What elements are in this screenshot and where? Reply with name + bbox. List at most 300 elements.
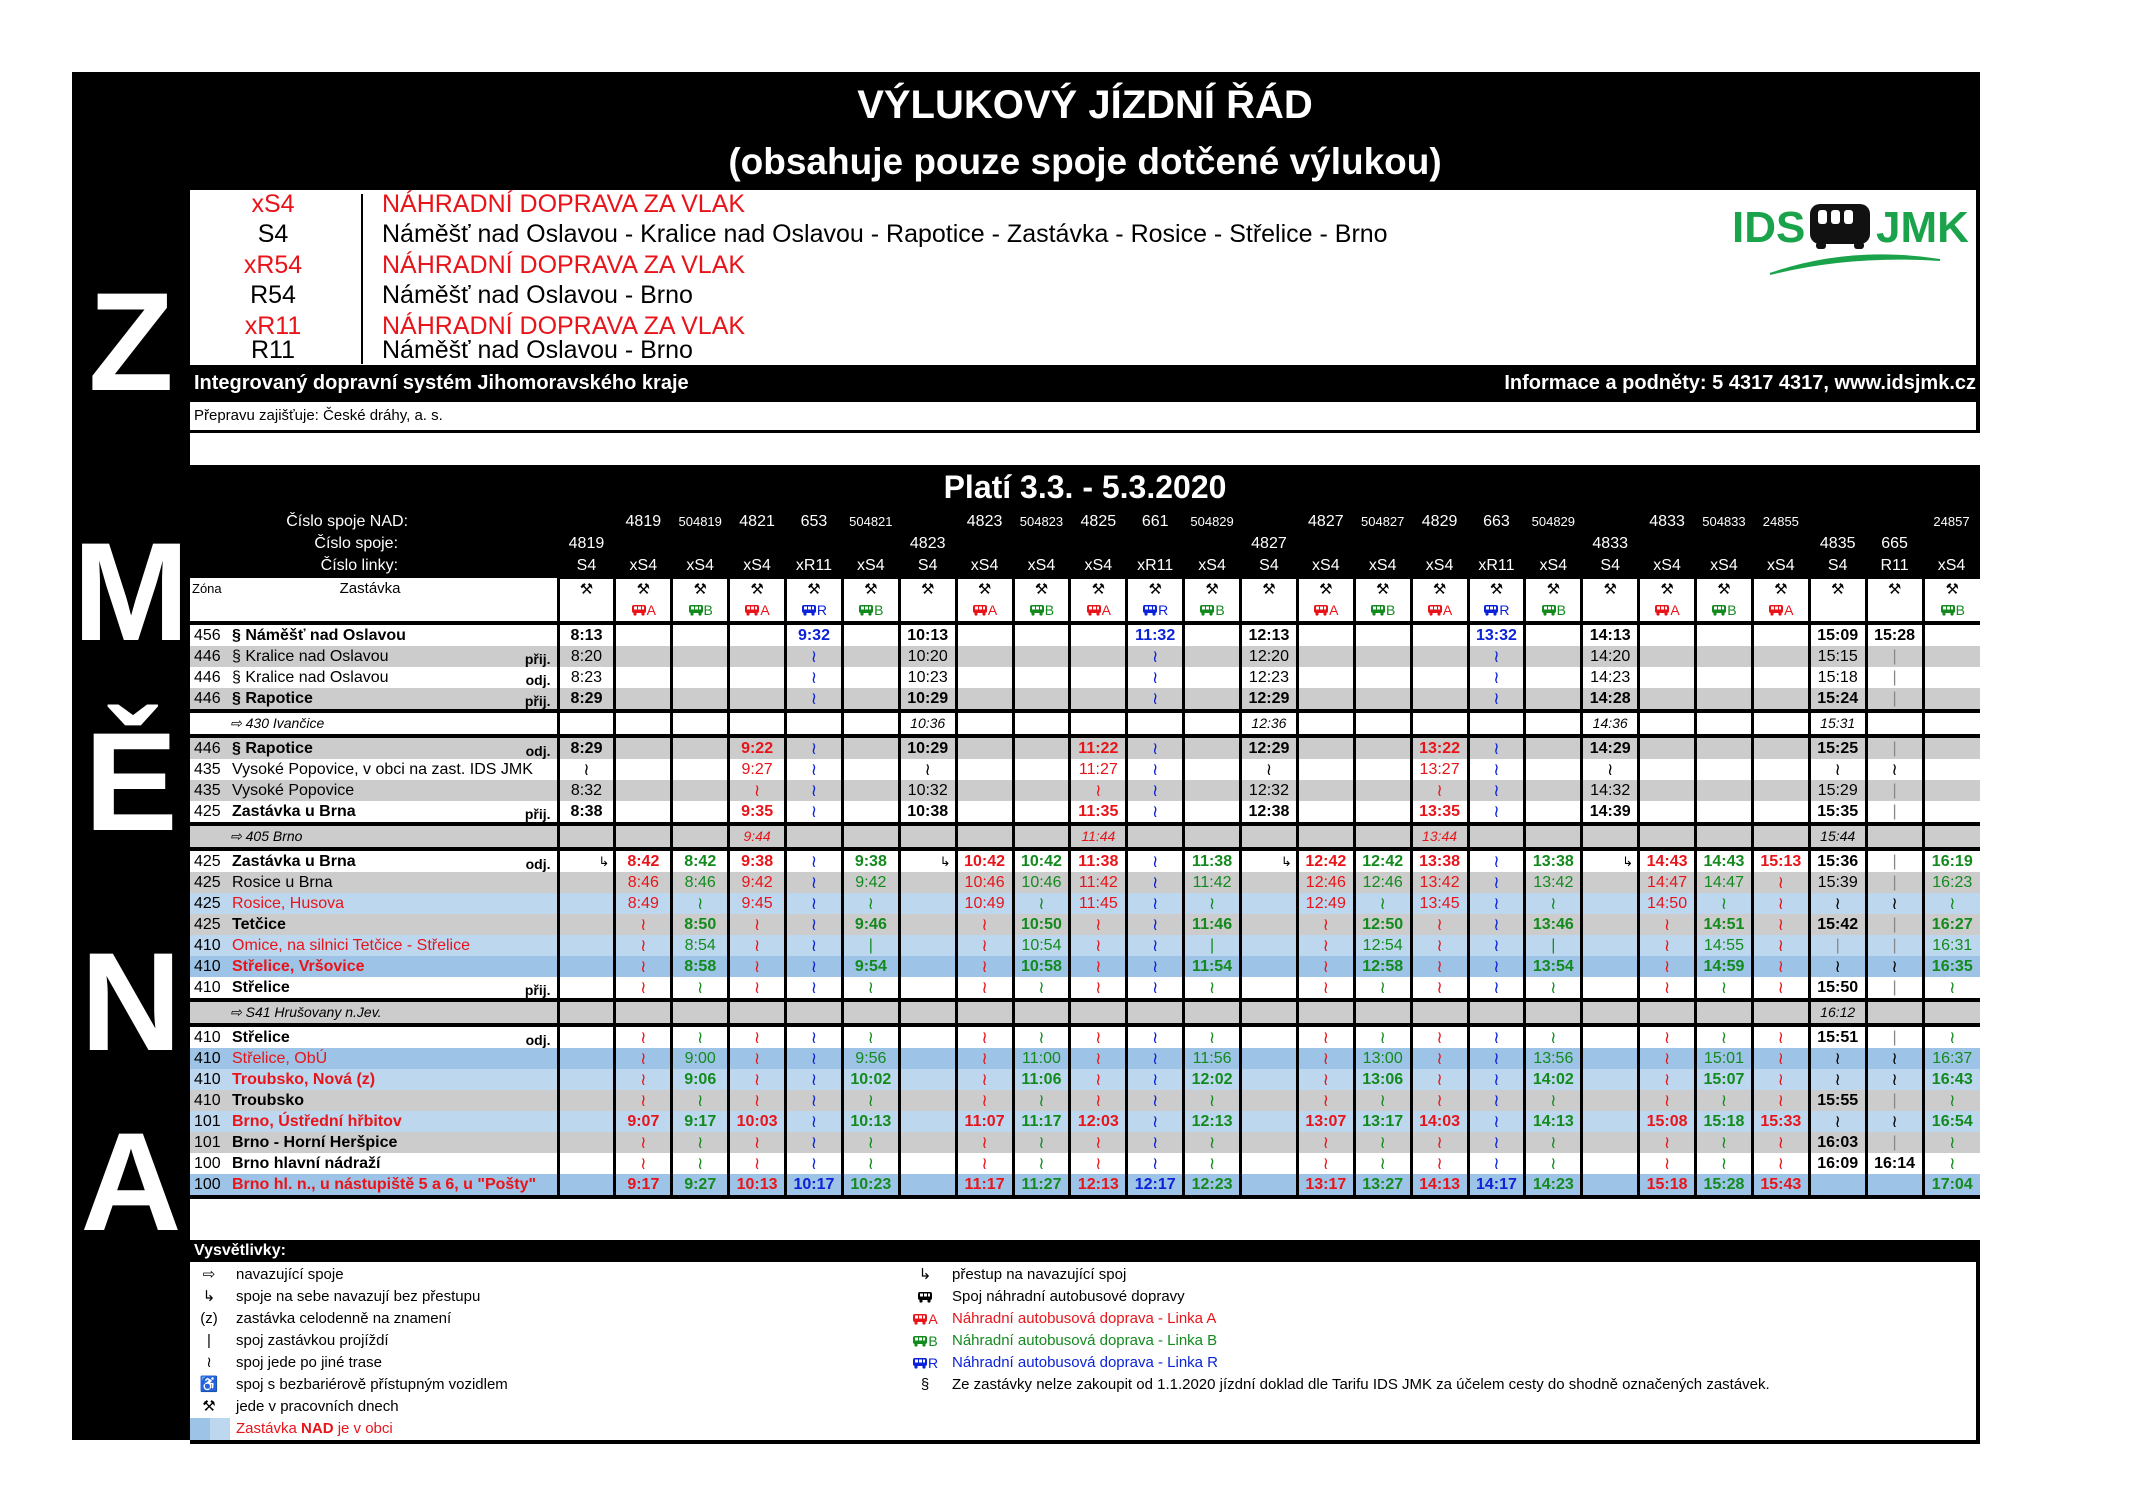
other-route-icon: ≀	[842, 893, 899, 914]
line-code: S4	[257, 220, 289, 248]
banner-letter: A	[80, 1103, 182, 1260]
line-number: xS4	[672, 554, 729, 578]
empty-cell	[1241, 935, 1298, 956]
empty-cell	[956, 736, 1013, 759]
other-route-icon: ≀	[1013, 893, 1070, 914]
empty-cell	[1582, 1111, 1639, 1132]
pass-through-icon: |	[1866, 646, 1923, 667]
timetable-sheet	[190, 72, 1980, 1440]
bus-b-icon: B	[1029, 600, 1054, 621]
train-number	[729, 532, 786, 554]
bus-a-icon: A	[1086, 600, 1111, 621]
empty-cell	[842, 824, 899, 849]
time-cell: 15:28	[1866, 623, 1923, 646]
empty-cell	[1013, 623, 1070, 646]
empty-cell	[1582, 1000, 1639, 1025]
empty-cell	[1639, 1000, 1696, 1025]
other-route-icon: ≀	[1525, 893, 1582, 914]
other-route-icon: ≀	[1468, 646, 1525, 667]
bus-cell	[1184, 600, 1241, 623]
legend-text: zastávka celodenně na znamení	[236, 1310, 452, 1327]
other-route-icon: ≀	[615, 914, 672, 935]
bus-a-icon: A	[744, 600, 769, 621]
legend-text: jede v pracovních dnech	[236, 1398, 399, 1415]
other-route-icon: ≀	[1070, 1153, 1127, 1174]
workday-icon: ⚒	[842, 578, 899, 601]
empty-cell	[1639, 780, 1696, 801]
time-cell: 12:13	[1070, 1174, 1127, 1197]
empty-cell	[1297, 801, 1354, 824]
pass-through-icon: |	[1866, 780, 1923, 801]
legend-text: navazující spoje	[236, 1266, 344, 1283]
workday-icon: ⚒	[1354, 578, 1411, 601]
line-number: S4	[558, 554, 615, 578]
empty-cell	[1070, 646, 1127, 667]
time-cell: 8:20	[558, 646, 615, 667]
empty-cell	[558, 956, 615, 977]
time-cell: 10:03	[729, 1111, 786, 1132]
connection-text: ⇨ S41 Hrušovany n.Jev.	[230, 1004, 382, 1020]
other-route-icon: ≀	[1468, 849, 1525, 872]
legend-symbol: ⇨	[202, 1266, 216, 1283]
pass-through-icon: |	[1184, 935, 1241, 956]
workday-icon: ⚒	[1639, 578, 1696, 601]
empty-cell	[615, 780, 672, 801]
other-route-icon: ≀	[1297, 1132, 1354, 1153]
logo-text-left: IDS	[1732, 203, 1806, 252]
stop-row	[190, 849, 1980, 872]
other-route-icon: ≀	[672, 977, 729, 1000]
bus-b-icon: B	[688, 600, 713, 621]
other-route-icon: ≀	[786, 801, 843, 824]
empty-cell	[1525, 623, 1582, 646]
other-route-icon: ≀	[786, 780, 843, 801]
other-route-icon: ≀	[1127, 1025, 1184, 1048]
workday-icon: ⚒	[956, 578, 1013, 601]
nad-number: 504821	[842, 510, 899, 532]
time-cell: 13:00	[1354, 1048, 1411, 1069]
zone-number: 446	[194, 740, 221, 757]
other-route-icon: ≀	[1525, 1153, 1582, 1174]
time-cell: 10:38	[899, 801, 956, 824]
line-row	[190, 251, 1690, 280]
empty-cell	[1582, 1069, 1639, 1090]
empty-cell	[899, 1025, 956, 1048]
other-route-icon: ≀	[1070, 1069, 1127, 1090]
empty-cell	[1582, 872, 1639, 893]
time-cell: 9:45	[729, 893, 786, 914]
other-route-icon: ≀	[1525, 1025, 1582, 1048]
train-number: 4835	[1809, 532, 1866, 554]
empty-cell	[1468, 824, 1525, 849]
carrier-text: Přepravu zajišťuje: České dráhy, a. s.	[194, 407, 443, 424]
empty-cell	[1923, 688, 1980, 711]
pass-through-icon: |	[1866, 1025, 1923, 1048]
nad-number: 24857	[1923, 510, 1980, 532]
other-route-icon: ≀	[1752, 914, 1809, 935]
time-cell: 14:47	[1696, 872, 1753, 893]
empty-cell	[1696, 824, 1753, 849]
other-route-icon: ≀	[786, 872, 843, 893]
line-number: S4	[1582, 554, 1639, 578]
time-cell: 14:43	[1639, 849, 1696, 872]
empty-cell	[899, 1000, 956, 1025]
other-route-icon: ≀	[672, 893, 729, 914]
empty-cell	[1752, 759, 1809, 780]
stop-label	[190, 872, 558, 893]
other-route-icon: ≀	[1866, 759, 1923, 780]
empty-cell	[1184, 801, 1241, 824]
other-route-icon: ≀	[1696, 1132, 1753, 1153]
train-number	[1013, 532, 1070, 554]
line-list	[190, 190, 1980, 365]
other-route-icon: ≀	[1752, 1025, 1809, 1048]
other-route-icon: ≀	[1070, 1048, 1127, 1069]
time-cell: 11:56	[1184, 1048, 1241, 1069]
empty-cell	[1752, 711, 1809, 736]
empty-cell	[1070, 623, 1127, 646]
empty-cell	[1468, 711, 1525, 736]
other-route-icon: ≀	[1468, 780, 1525, 801]
other-route-icon: ≀	[615, 1069, 672, 1090]
bus-cell	[1752, 600, 1809, 623]
other-route-icon: ≀	[1866, 1111, 1923, 1132]
other-route-icon: ≀	[956, 1025, 1013, 1048]
empty-cell	[1354, 667, 1411, 688]
time-cell: 12:49	[1297, 893, 1354, 914]
other-route-icon: ≀	[786, 759, 843, 780]
time-cell: 12:20	[1241, 646, 1298, 667]
time-cell: 8:46	[672, 872, 729, 893]
line-description: NÁHRADNÍ DOPRAVA ZA VLAK	[382, 251, 746, 279]
line-number: xS4	[1752, 554, 1809, 578]
empty-cell	[729, 667, 786, 688]
empty-cell	[842, 1000, 899, 1025]
stop-row	[190, 893, 1980, 914]
time-cell: 11:42	[1184, 872, 1241, 893]
time-cell: 9:35	[729, 801, 786, 824]
stop-name: Rosice u Brna	[232, 874, 333, 891]
train-number	[1070, 532, 1127, 554]
stop-label	[190, 977, 558, 1000]
other-route-icon: ≀	[1127, 1132, 1184, 1153]
other-route-icon: ≀	[1411, 1153, 1468, 1174]
time-cell: 14:51	[1696, 914, 1753, 935]
empty-cell	[558, 1025, 615, 1048]
empty-cell	[1184, 646, 1241, 667]
other-route-icon: ≀	[1241, 759, 1298, 780]
empty-cell	[899, 1132, 956, 1153]
header-label: Číslo linky:	[190, 554, 558, 578]
legend	[190, 1240, 1980, 1444]
stop-label	[190, 736, 558, 759]
other-route-icon: ≀	[786, 646, 843, 667]
empty-cell	[1752, 646, 1809, 667]
train-number: 4833	[1582, 532, 1639, 554]
empty-cell	[1582, 977, 1639, 1000]
bus-cell	[1070, 600, 1127, 623]
bus-cell	[1866, 600, 1923, 623]
other-route-icon: ≀	[1184, 1153, 1241, 1174]
time-cell: 9:27	[729, 759, 786, 780]
stop-name: Rosice, Husova	[232, 895, 345, 912]
time-cell: 13:44	[1411, 824, 1468, 849]
bus-cell	[1297, 600, 1354, 623]
empty-cell	[672, 646, 729, 667]
other-route-icon: ≀	[1411, 1069, 1468, 1090]
empty-cell	[1866, 1174, 1923, 1197]
other-route-icon: ≀	[1127, 1153, 1184, 1174]
empty-cell	[1241, 1048, 1298, 1069]
stop-row	[190, 801, 1980, 824]
empty-cell	[1525, 780, 1582, 801]
other-route-icon: ≀	[672, 1132, 729, 1153]
time-cell: 9:27	[672, 1174, 729, 1197]
time-cell: 11:54	[1184, 956, 1241, 977]
nad-number	[1809, 510, 1866, 532]
time-cell: 10:13	[899, 623, 956, 646]
time-cell: 15:33	[1752, 1111, 1809, 1132]
other-route-icon: ≀	[1127, 1111, 1184, 1132]
empty-cell	[1582, 935, 1639, 956]
time-cell: 13:46	[1525, 914, 1582, 935]
stop-label	[190, 1069, 558, 1090]
empty-cell	[672, 711, 729, 736]
other-route-icon: ≀	[956, 1069, 1013, 1090]
other-route-icon: ≀	[1127, 914, 1184, 935]
other-route-icon: ≀	[842, 977, 899, 1000]
other-route-icon: ≀	[1127, 935, 1184, 956]
other-route-icon: ≀	[672, 1090, 729, 1111]
empty-cell	[842, 801, 899, 824]
zone-number: 425	[194, 803, 221, 820]
other-route-icon: ≀	[1525, 1090, 1582, 1111]
other-route-icon: ≀	[615, 1132, 672, 1153]
time-cell: 12:23	[1184, 1174, 1241, 1197]
line-description: Náměšť nad Oslavou - Kralice nad Oslavou - Rapotice - Zastávka - Rosice - Střelice - Brno	[382, 220, 1388, 248]
other-route-icon: ≀	[1468, 1132, 1525, 1153]
other-route-icon: ≀	[729, 956, 786, 977]
time-cell: 15:15	[1809, 646, 1866, 667]
other-route-icon: ≀	[1752, 977, 1809, 1000]
nad-number: 4823	[956, 510, 1013, 532]
empty-cell	[899, 872, 956, 893]
stop-row	[190, 1048, 1980, 1069]
empty-cell	[899, 1090, 956, 1111]
empty-cell	[1639, 824, 1696, 849]
time-cell: 11:35	[1070, 801, 1127, 824]
other-route-icon: ≀	[729, 780, 786, 801]
line-number: xS4	[1411, 554, 1468, 578]
empty-cell	[1013, 711, 1070, 736]
time-cell: 11:07	[956, 1111, 1013, 1132]
other-route-icon: ≀	[899, 759, 956, 780]
stop-row	[190, 1132, 1980, 1153]
legend-symbol: ≀	[206, 1354, 212, 1371]
empty-cell	[1752, 824, 1809, 849]
other-route-icon: ≀	[1184, 1090, 1241, 1111]
empty-cell	[1297, 623, 1354, 646]
stop-label	[190, 623, 558, 646]
time-cell: 11:00	[1013, 1048, 1070, 1069]
other-route-icon: ≀	[1696, 893, 1753, 914]
empty-cell	[615, 667, 672, 688]
workday-icon: ⚒	[672, 578, 729, 601]
empty-cell	[1127, 1000, 1184, 1025]
workday-icon: ⚒	[1070, 578, 1127, 601]
other-route-icon: ≀	[1468, 893, 1525, 914]
other-route-icon: ≀	[1923, 1090, 1980, 1111]
zone-number: 456	[194, 627, 221, 644]
stop-name: Brno hl. n., u nástupiště 5 a 6, u "Pošty"	[232, 1176, 537, 1193]
other-route-icon: ≀	[1297, 1048, 1354, 1069]
empty-cell	[899, 824, 956, 849]
other-route-icon: ≀	[729, 1025, 786, 1048]
empty-cell	[1241, 1174, 1298, 1197]
time-cell: 16:09	[1809, 1153, 1866, 1174]
empty-cell	[1582, 1174, 1639, 1197]
stop-name: Brno, Ústřední hřbitov	[232, 1113, 402, 1130]
other-route-icon: ≀	[1297, 935, 1354, 956]
stop-row	[190, 914, 1980, 935]
time-cell: 12:02	[1184, 1069, 1241, 1090]
arr-dep-note: odj.	[525, 1032, 551, 1048]
bus-b-icon: B	[1541, 600, 1566, 621]
empty-cell	[1752, 688, 1809, 711]
time-cell: 9:42	[729, 872, 786, 893]
other-route-icon: ≀	[1070, 977, 1127, 1000]
time-cell: 9:32	[786, 623, 843, 646]
empty-cell	[1525, 759, 1582, 780]
other-route-icon: ≀	[1525, 977, 1582, 1000]
workday-icon: ⚒	[899, 578, 956, 601]
other-route-icon: ≀	[1639, 1048, 1696, 1069]
pass-through-icon: |	[1866, 801, 1923, 824]
logo-swoosh	[1770, 255, 1940, 274]
line-description: NÁHRADNÍ DOPRAVA ZA VLAK	[382, 190, 746, 218]
pass-through-icon: |	[1866, 1132, 1923, 1153]
empty-cell	[1297, 667, 1354, 688]
other-route-icon: ≀	[1752, 872, 1809, 893]
empty-cell	[615, 736, 672, 759]
train-number	[1127, 532, 1184, 554]
stop-label	[190, 688, 558, 711]
nad-number	[1866, 510, 1923, 532]
time-cell: 17:04	[1923, 1174, 1980, 1197]
zone-header: Zóna	[192, 580, 222, 596]
other-route-icon: ≀	[1639, 1069, 1696, 1090]
empty-cell	[1354, 711, 1411, 736]
stop-label	[190, 1132, 558, 1153]
time-cell: 12:32	[1241, 780, 1298, 801]
zone-number: 101	[194, 1113, 221, 1130]
empty-cell	[1923, 646, 1980, 667]
workday-icon: ⚒	[1297, 578, 1354, 601]
workday-icon: ⚒	[1525, 578, 1582, 601]
stop-row	[190, 736, 1980, 759]
other-route-icon: ≀	[615, 977, 672, 1000]
nad-number: 504819	[672, 510, 729, 532]
legend-text	[236, 1418, 393, 1440]
other-route-icon: ≀	[1127, 667, 1184, 688]
other-route-icon: ≀	[1297, 1090, 1354, 1111]
bus-a-icon: A	[912, 1308, 937, 1330]
other-route-icon: ≀	[1070, 780, 1127, 801]
empty-cell	[1354, 801, 1411, 824]
empty-cell	[1752, 623, 1809, 646]
train-number	[1411, 532, 1468, 554]
time-cell: 15:01	[1696, 1048, 1753, 1069]
other-route-icon: ≀	[1297, 914, 1354, 935]
other-route-icon: ≀	[1411, 956, 1468, 977]
legend-symbol: (z)	[200, 1310, 218, 1327]
time-cell: 15:13	[1752, 849, 1809, 872]
other-route-icon: ≀	[1297, 977, 1354, 1000]
empty-cell	[1923, 711, 1980, 736]
time-cell: 14:23	[1525, 1174, 1582, 1197]
empty-cell	[1184, 623, 1241, 646]
stop-label	[190, 1111, 558, 1132]
time-cell: 14:32	[1582, 780, 1639, 801]
other-route-icon: ≀	[842, 1025, 899, 1048]
time-cell: 9:56	[842, 1048, 899, 1069]
pass-through-icon: |	[1866, 977, 1923, 1000]
time-cell: 15:44	[1809, 824, 1866, 849]
line-number: R11	[1866, 554, 1923, 578]
legend-text: Spoj náhradní autobusové dopravy	[952, 1288, 1185, 1305]
stop-name: Střelice, ObÚ	[232, 1050, 328, 1067]
other-route-icon: ≀	[1809, 893, 1866, 914]
stop-row	[190, 977, 1980, 1000]
arr-dep-note: odj.	[525, 856, 551, 872]
line-number: xS4	[1639, 554, 1696, 578]
other-route-icon: ≀	[1639, 935, 1696, 956]
page-title: VÝLUKOVÝ JÍZDNÍ ŘÁD	[190, 72, 1980, 138]
empty-cell	[1241, 872, 1298, 893]
time-cell: 9:38	[842, 849, 899, 872]
pass-through-icon: |	[1809, 935, 1866, 956]
time-cell: 10:54	[1013, 935, 1070, 956]
connection-label	[190, 1000, 558, 1025]
other-route-icon: ≀	[1354, 1132, 1411, 1153]
empty-cell	[672, 688, 729, 711]
other-route-icon: ≀	[1013, 977, 1070, 1000]
other-route-icon: ≀	[558, 759, 615, 780]
zone-stop-header	[190, 578, 558, 624]
nad-number: 504833	[1696, 510, 1753, 532]
empty-cell	[899, 1174, 956, 1197]
empty-cell	[1525, 824, 1582, 849]
other-route-icon: ≀	[615, 1025, 672, 1048]
other-route-icon: ≀	[729, 935, 786, 956]
time-cell: 12:38	[1241, 801, 1298, 824]
other-route-icon: ≀	[956, 914, 1013, 935]
stop-name: Brno hlavní nádraží	[232, 1155, 381, 1172]
empty-cell	[1297, 759, 1354, 780]
stop-header: Zastávka	[339, 579, 401, 597]
stop-row	[190, 780, 1980, 801]
line-number: xS4	[1070, 554, 1127, 578]
stop-name: § Náměšť nad Oslavou	[232, 627, 406, 644]
other-route-icon: ≀	[786, 1048, 843, 1069]
time-cell: 10:36	[899, 711, 956, 736]
time-cell: 16:31	[1923, 935, 1980, 956]
stop-name: Vysoké Popovice, v obci na zast. IDS JMK	[232, 761, 533, 778]
empty-cell	[1525, 736, 1582, 759]
empty-cell	[1297, 780, 1354, 801]
empty-cell	[729, 688, 786, 711]
nad-number: 653	[786, 510, 843, 532]
